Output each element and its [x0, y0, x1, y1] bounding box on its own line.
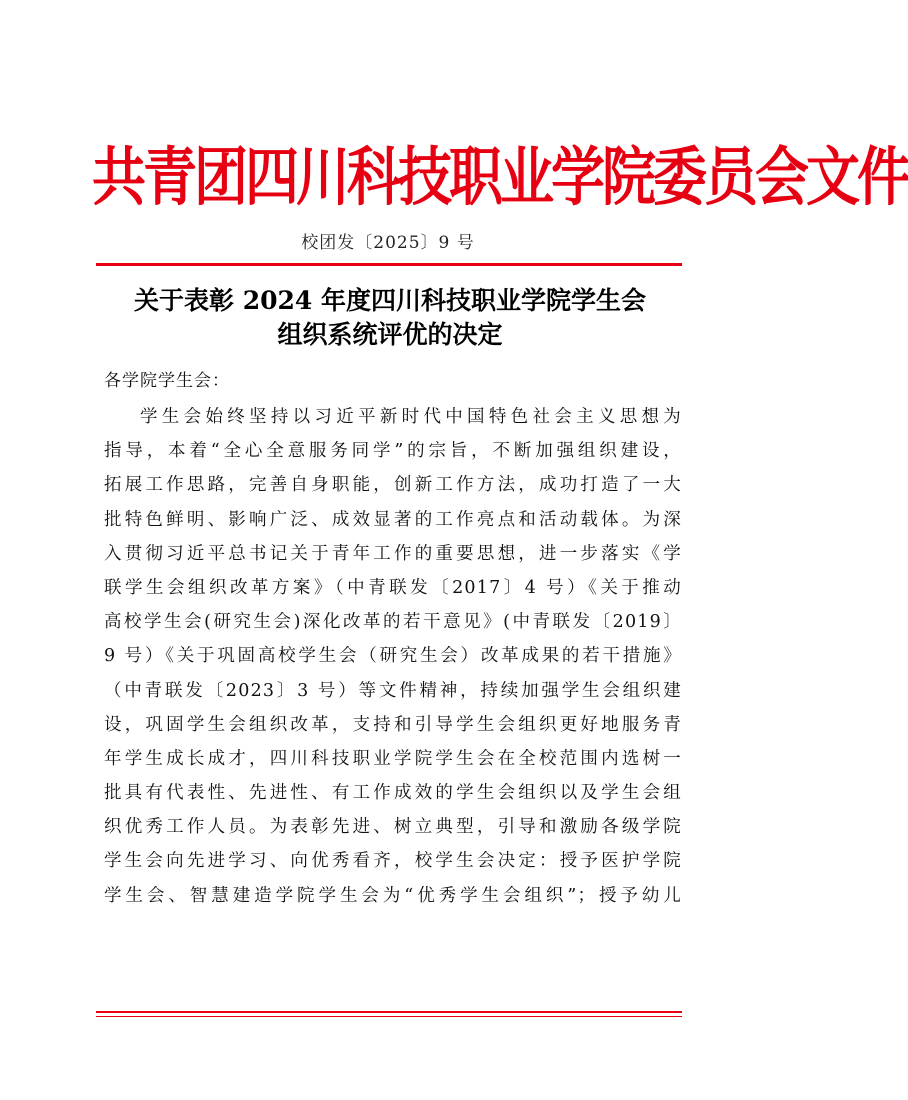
red-divider-bottom-thin — [96, 1016, 682, 1017]
body-line: 织优秀工作人员。为表彰先进、树立典型，引导和激励各级学院 — [104, 817, 682, 838]
body-line: 高校学生会(研究生会)深化改革的若干意见》(中青联发〔2019〕 — [104, 612, 682, 633]
body-line: 学生会、智慧建造学院学生会为“优秀学生会组织”；授予幼儿 — [104, 885, 682, 906]
body-line: 学生会向先进学习、向优秀看齐，校学生会决定：授予医护学院 — [104, 851, 682, 872]
body-line: 入贯彻习近平总书记关于青年工作的重要思想，进一步落实《学 — [104, 543, 682, 564]
body-paragraph — [104, 400, 682, 913]
red-divider-bottom — [96, 1011, 682, 1013]
body-line: 联学生会组织改革方案》（中青联发〔2017〕4 号）《关于推动 — [104, 577, 682, 598]
red-divider-top — [96, 263, 682, 266]
body-line: 学生会始终坚持以习近平新时代中国特色社会主义思想为 — [140, 407, 682, 427]
body-line: 批特色鲜明、影响广泛、成效显著的工作亮点和活动载体。为深 — [104, 509, 682, 530]
body-line: 拓展工作思路，完善自身职能，创新工作方法，成功打造了一大 — [104, 475, 682, 496]
body-line: （中青联发〔2023〕3 号）等文件精神，持续加强学生会组织建 — [104, 680, 682, 701]
body-line: 9 号）《关于巩固高校学生会（研究生会）改革成果的若干措施》 — [104, 646, 682, 667]
document-title-line-1: 关于表彰 2024 年度四川科技职业学院学生会 — [134, 286, 646, 315]
document-header-title: 共青团四川科技职业学院委员会文件 — [92, 140, 908, 215]
document-title-line-2: 组织系统评优的决定 — [277, 320, 503, 349]
salutation: 各学院学生会： — [104, 371, 230, 391]
body-line: 设，巩固学生会组织改革，支持和引导学生会组织更好地服务青 — [104, 714, 682, 735]
document-number: 校团发〔2025〕9 号 — [301, 233, 475, 253]
body-line: 批具有代表性、先进性、有工作成效的学生会组织以及学生会组 — [104, 783, 682, 804]
body-line: 年学生成长成才，四川科技职业学院学生会在全校范围内选树一 — [104, 748, 682, 769]
body-line: 指导，本着“全心全意服务同学”的宗旨，不断加强组织建设， — [104, 441, 682, 462]
document-title — [90, 284, 690, 352]
